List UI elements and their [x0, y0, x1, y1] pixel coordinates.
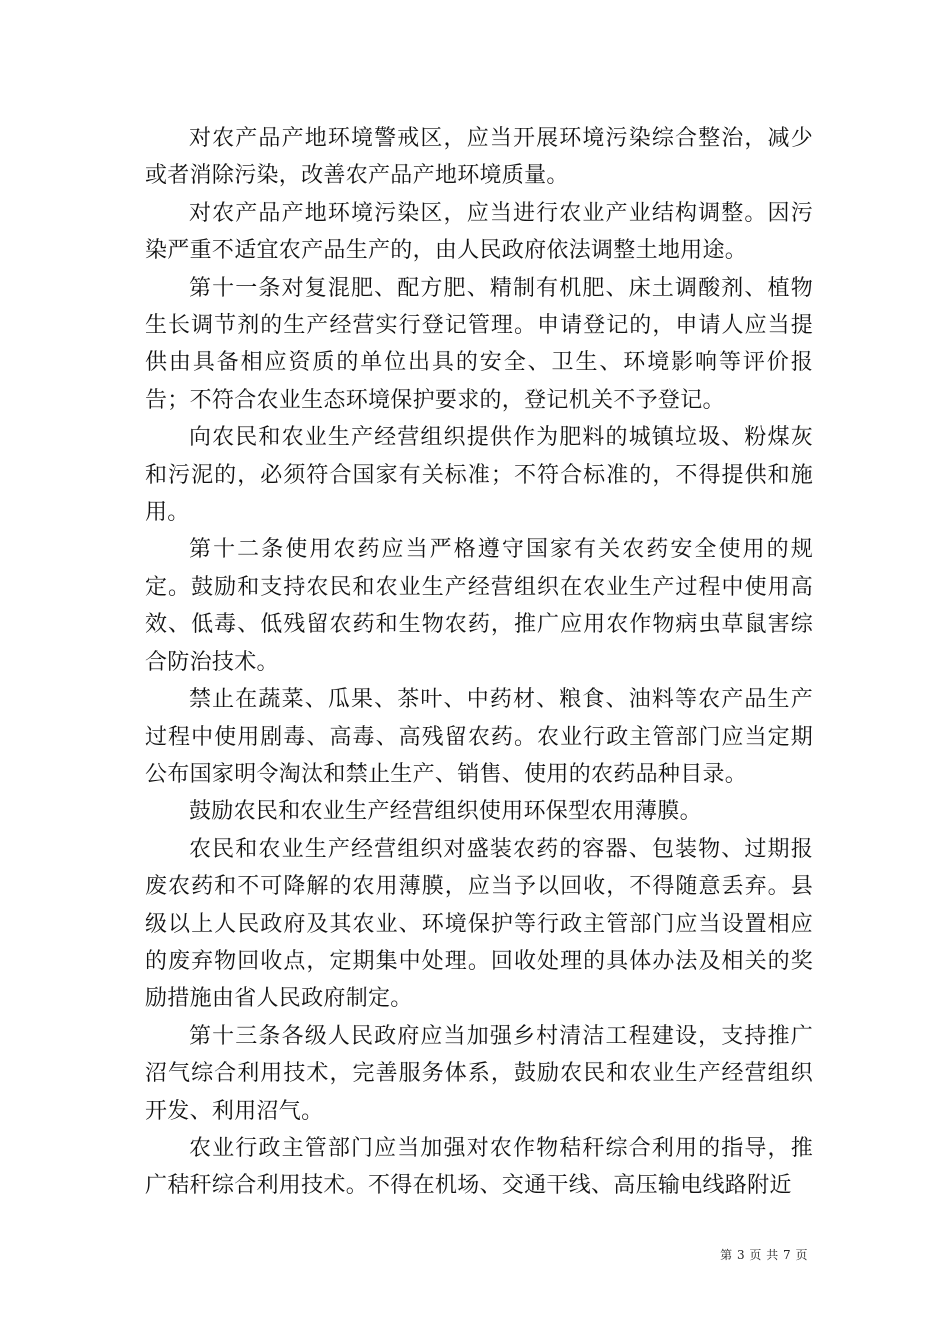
paragraph-article-11: 第十一条对复混肥、配方肥、精制有机肥、床土调酸剂、植物生长调节剂的生产经营实行登记管理。申请登记的，申请人应当提供由具备相应资质的单位出具的安全、卫生、环境影响等评价报告；不符合农业生态环境保护要求的，登记机关不予登记。: [145, 275, 813, 413]
paragraph-article-13: 第十三条各级人民政府应当加强乡村清洁工程建设，支持推广沼气综合利用技术，完善服务体系，鼓励农民和农业生产经营组织开发、利用沼气。: [145, 1023, 813, 1124]
paragraph: 禁止在蔬菜、瓜果、茶叶、中药材、粮食、油料等农产品生产过程中使用剧毒、高毒、高残留农药。农业行政主管部门应当定期公布国家明令淘汰和禁止生产、销售、使用的农药品种目录。: [145, 687, 813, 787]
paragraph: 对农产品产地环境警戒区，应当开展环境污染综合整治，减少或者消除污染，改善农产品产地环境质量。: [145, 126, 813, 189]
document-body: [145, 120, 813, 1205]
page-number: 第 3 页 共 7 页: [720, 1248, 808, 1262]
paragraph: 鼓励农民和农业生产经营组织使用环保型农用薄膜。: [189, 799, 702, 825]
paragraph: 向农民和农业生产经营组织提供作为肥料的城镇垃圾、粉煤灰和污泥的，必须符合国家有关标准；不符合标准的，不得提供和施用。: [145, 425, 813, 526]
paragraph: 农民和农业生产经营组织对盛装农药的容器、包装物、过期报废农药和不可降解的农用薄膜，应当予以回收，不得随意丢弃。县级以上人民政府及其农业、环境保护等行政主管部门应当设置相应的废弃物回收点，定期集中处理。回收处理的具体办法及相关的奖励措施由省人民政府制定。: [145, 836, 813, 1012]
paragraph: 对农产品产地环境污染区，应当进行农业产业结构调整。因污染严重不适宜农产品生产的，由人民政府依法调整土地用途。: [145, 200, 813, 264]
paragraph: 农业行政主管部门应当加强对农作物秸秆综合利用的指导，推广秸秆综合利用技术。不得在机场、交通干线、高压输电线路附近: [145, 1135, 813, 1199]
paragraph-article-12: 第十二条使用农药应当严格遵守国家有关农药安全使用的规定。鼓励和支持农民和农业生产经营组织在农业生产过程中使用高效、低毒、低残留农药和生物农药，推广应用农作物病虫草鼠害综合防治技术。: [145, 537, 813, 675]
